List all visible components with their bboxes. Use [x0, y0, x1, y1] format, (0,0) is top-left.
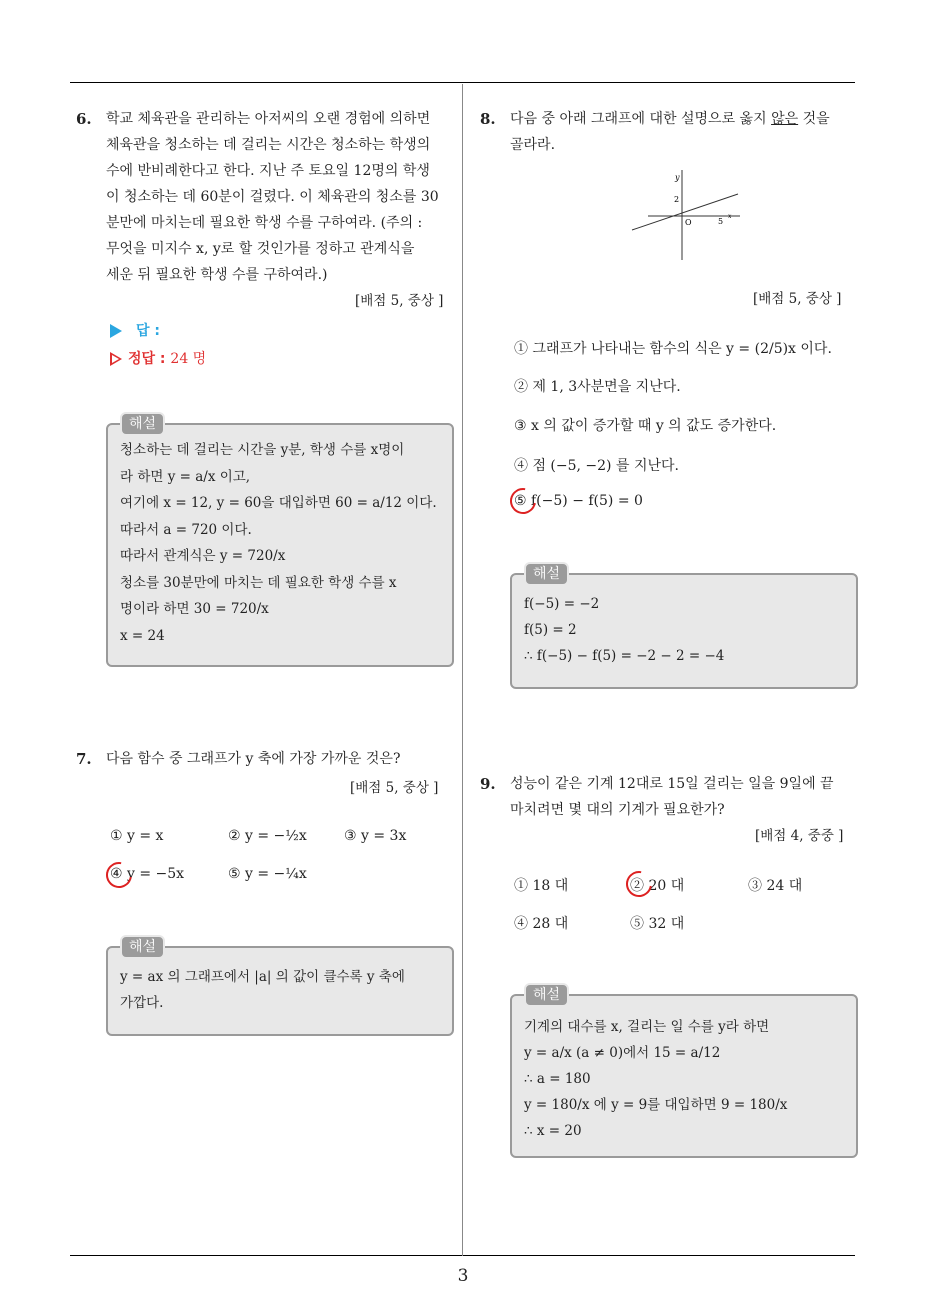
q6-text [106, 106, 456, 288]
explanation-body [120, 964, 444, 1016]
q8-line1-pre: 다음 중 아래 그래프에 대한 설명으로 옳지 [510, 111, 772, 127]
explain-line: 라 하면 y = a/x 이고, [120, 468, 251, 485]
explanation-tag: 해설 [524, 562, 569, 586]
explain-line: f(5) = 2 [524, 622, 577, 638]
q8-graph [628, 166, 748, 262]
q6-line: 분만에 마치는데 필요한 학생 수를 구하여라. (주의 : [106, 215, 423, 231]
selected-mark-icon [505, 483, 541, 519]
q8-number: 8. [480, 110, 496, 128]
page-number: 3 [457, 1266, 469, 1286]
play-icon [110, 324, 122, 338]
selected-mark-icon [101, 857, 137, 893]
q6-line: 학교 체육관을 관리하는 아저씨의 오랜 경험에 의하면 [106, 111, 431, 127]
explain-line: 여기에 x = 12, y = 60을 대입하면 60 = a/12 이다. [120, 495, 437, 511]
x-axis-label: x [728, 213, 732, 220]
explain-line: 기계의 대수를 x, 걸리는 일 수를 y라 하면 [524, 1019, 770, 1035]
q8-underlined-word: 않은 [771, 111, 799, 127]
explain-line: 가깝다. [120, 995, 164, 1011]
q9-option-2[interactable]: ② 20 대 [630, 878, 685, 894]
q6-meta: [배점 5, 중상 ] [355, 293, 444, 309]
q8-explanation-box [510, 566, 858, 689]
outline-triangle-icon [110, 352, 122, 366]
explain-line: y = a/x (a ≠ 0)에서 15 = a/12 [524, 1045, 721, 1061]
q6-line: 무엇을 미지수 x, y로 할 것인가를 정하고 관계식을 [106, 241, 415, 257]
q7-option-5[interactable]: ⑤ y = −¼x [228, 866, 307, 882]
q7-option-2[interactable]: ② y = −½x [228, 828, 307, 844]
q6-number: 6. [76, 110, 92, 128]
q8-line [510, 106, 860, 132]
q9-number: 9. [480, 775, 496, 793]
explain-line: f(−5) = −2 [524, 596, 600, 612]
q9-explanation-box [510, 987, 858, 1158]
explain-line: y = ax 의 그래프에서 |a| 의 값이 클수록 y 축에 [120, 969, 405, 985]
x-tick-label: 5 [718, 217, 724, 226]
selected-mark-icon [621, 866, 657, 902]
q8-option-3[interactable]: ③ x 의 값이 증가할 때 y 의 값도 증가한다. [514, 418, 777, 434]
q7-option-3[interactable]: ③ y = 3x [344, 828, 407, 844]
correct-value: 24 명 [170, 351, 207, 367]
q7-explanation-box [106, 939, 454, 1036]
correct-label: 정답 : [128, 351, 166, 367]
q7-option-1[interactable]: ① y = x [110, 828, 164, 844]
q6-line: 세운 뒤 필요한 학생 수를 구하여라.) [106, 267, 328, 283]
q9-line: 마치려면 몇 대의 기계가 필요한가? [510, 802, 725, 818]
q8-line1-post: 것을 [798, 111, 830, 127]
explain-line: ∴ x = 20 [524, 1123, 582, 1139]
q8-option-4[interactable]: ④ 점 (−5, −2) 를 지난다. [514, 458, 679, 474]
explanation-tag: 해설 [120, 935, 165, 959]
q9-option-5[interactable]: ⑤ 32 대 [630, 916, 685, 932]
explain-line: x = 24 [120, 627, 165, 644]
explanation-body [524, 591, 848, 669]
q9-option-3[interactable]: ③ 24 대 [748, 878, 803, 894]
explanation-body [524, 1014, 848, 1144]
q7-meta: [배점 5, 중상 ] [350, 780, 439, 796]
q6-line: 체육관을 청소하는 데 걸리는 시간은 청소하는 학생의 [106, 137, 431, 153]
y-tick-label: 2 [674, 195, 680, 204]
q9-meta: [배점 4, 중중 ] [755, 828, 844, 844]
explanation-tag: 해설 [524, 983, 569, 1007]
q6-line: 이 청소하는 데 60분이 걸렸다. 이 체육관의 청소를 30 [106, 189, 439, 205]
q6-correct-row [110, 348, 206, 368]
q9-text [510, 771, 860, 823]
q8-option-1[interactable]: ① 그래프가 나타내는 함수의 식은 y = (2/5)x 이다. [514, 341, 832, 357]
explain-line: 따라서 관계식은 y = 720/x [120, 548, 286, 564]
explain-line: 명이라 하면 30 = 720/x [120, 601, 269, 617]
q8-option-2[interactable]: ② 제 1, 3사분면을 지난다. [514, 379, 681, 395]
explain-line: ∴ a = 180 [524, 1071, 591, 1087]
q8-text [510, 106, 860, 158]
explanation-tag: 해설 [120, 412, 165, 436]
q8-line: 골라라. [510, 137, 556, 153]
q8-option-5[interactable]: ⑤ f(−5) − f(5) = 0 [514, 493, 643, 509]
y-axis-label: y [675, 173, 680, 182]
q6-answer-row[interactable] [110, 320, 160, 340]
answer-label: 답 : [136, 323, 160, 339]
q7-number: 7. [76, 750, 92, 768]
explain-line: 청소를 30분만에 마치는 데 필요한 학생 수를 x [120, 574, 397, 591]
q6-explanation-box [106, 416, 454, 667]
q9-line: 성능이 같은 기계 12대로 15일 걸리는 일을 9일에 끝 [510, 776, 834, 792]
explain-line: 따라서 a = 720 이다. [120, 521, 252, 538]
q9-option-4[interactable]: ④ 28 대 [514, 916, 569, 932]
explain-line: 청소하는 데 걸리는 시간을 y분, 학생 수를 x명이 [120, 442, 405, 458]
explain-line: ∴ f(−5) − f(5) = −2 − 2 = −4 [524, 648, 725, 664]
top-rule [70, 82, 855, 83]
q8-meta: [배점 5, 중상 ] [753, 291, 842, 307]
explain-line: y = 180/x 에 y = 9를 대입하면 9 = 180/x [524, 1097, 788, 1113]
explanation-body [120, 437, 444, 649]
q9-option-1[interactable]: ① 18 대 [514, 878, 569, 894]
q7-text: 다음 함수 중 그래프가 y 축에 가장 가까운 것은? [106, 751, 401, 767]
q7-option-4[interactable]: ④ y = −5x [110, 866, 185, 882]
column-divider [462, 84, 463, 1256]
q6-line: 수에 반비례한다고 한다. 지난 주 토요일 12명의 학생 [106, 163, 430, 179]
origin-label: O [685, 218, 692, 227]
